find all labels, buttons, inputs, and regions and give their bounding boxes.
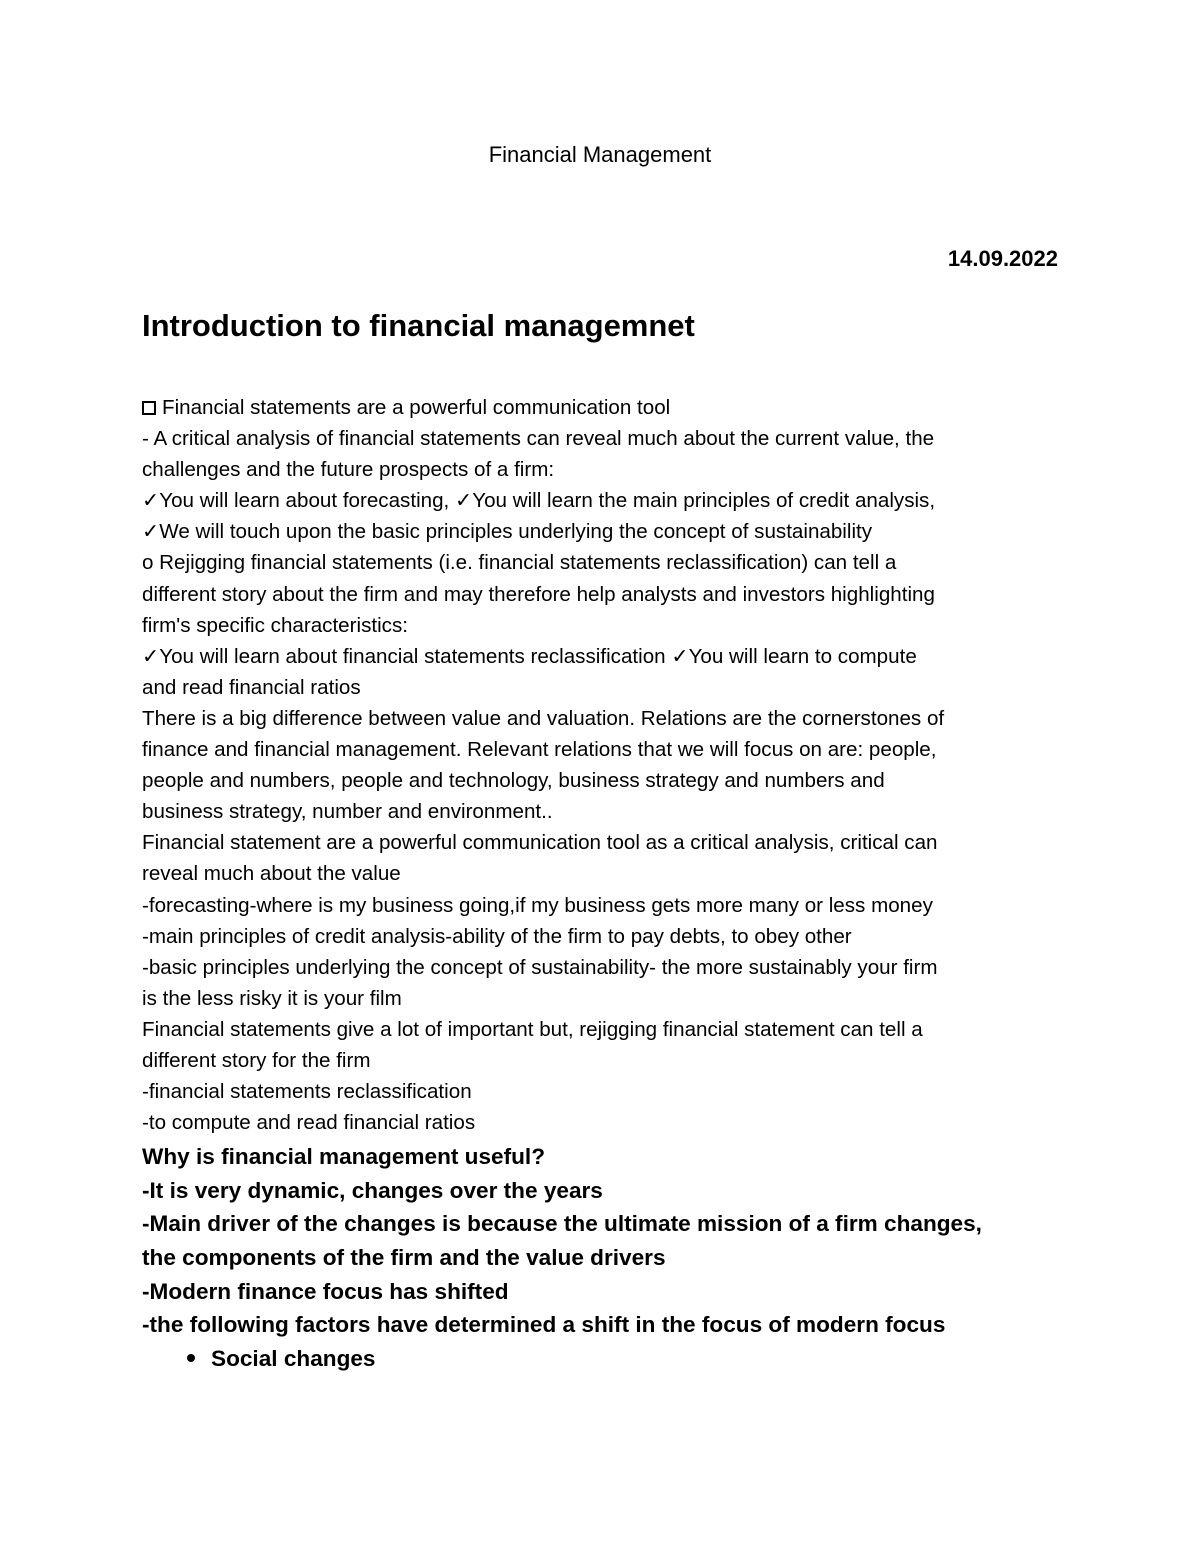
body-line: o Rejigging financial statements (i.e. financial statements reclassification) can tell a <box>142 551 897 575</box>
body-line: Financial statement are a powerful communication tool as a critical analysis, critical can <box>142 831 938 855</box>
body-line: finance and financial management. Relevant relations that we will focus on are: people, <box>142 738 937 762</box>
body-line: reveal much about the value <box>142 862 401 886</box>
bold-section <box>142 1140 1067 1376</box>
document-title: Financial Management <box>488 142 712 167</box>
body-line: -to compute and read financial ratios <box>142 1111 476 1135</box>
body-line: Financial statements are a powerful communication tool <box>142 392 1067 423</box>
body-line: people and numbers, people and technology, business strategy and numbers and <box>142 769 885 793</box>
body-line: Financial statements give a lot of important but, rejigging financial statement can tell a <box>142 1017 923 1041</box>
body-line: different story for the firm <box>142 1048 371 1072</box>
body-line: ✓You will learn about forecasting, ✓You will learn the main principles of credit analysis, <box>142 489 936 513</box>
bold-line: the components of the firm and the value drivers <box>142 1245 666 1271</box>
body-line: and read financial ratios <box>142 675 361 699</box>
body-line: ✓You will learn about financial statements reclassification ✓You will learn to compute <box>142 644 917 668</box>
bullet-icon <box>187 1354 195 1362</box>
bullet-item <box>142 1342 1067 1376</box>
bullet-text: Social changes <box>211 1346 376 1372</box>
body-line: - A critical analysis of financial statements can reveal much about the current value, the <box>142 427 935 451</box>
body-line: -forecasting-where is my business going,if my business gets more many or less money <box>142 893 933 917</box>
document-date: 14.09.2022 <box>947 246 1058 271</box>
section-heading: Introduction to financial managemnet <box>142 308 695 343</box>
body-line: There is a big difference between value and valuation. Relations are the cornerstones of <box>142 706 945 730</box>
body-line: challenges and the future prospects of a firm: <box>142 458 555 482</box>
body-line: firm's specific characteristics: <box>142 613 408 637</box>
body-line: ✓We will touch upon the basic principles underlying the concept of sustainability <box>142 520 873 544</box>
body-text <box>142 392 1067 1138</box>
bold-line: -the following factors have determined a shift in the focus of modern focus <box>142 1312 946 1338</box>
checkbox-icon <box>142 401 156 415</box>
body-line: -financial statements reclassification <box>142 1080 472 1104</box>
bold-line: -Main driver of the changes is because the ultimate mission of a firm changes, <box>142 1211 982 1237</box>
body-line: -basic principles underlying the concept of sustainability- the more sustainably your firm <box>142 955 938 979</box>
bold-line: -Modern finance focus has shifted <box>142 1278 509 1304</box>
body-line: different story about the firm and may therefore help analysts and investors highlighting <box>142 582 935 606</box>
body-line: -main principles of credit analysis-ability of the firm to pay debts, to obey other <box>142 924 852 948</box>
bold-line: Why is financial management useful? <box>142 1144 546 1169</box>
body-line: is the less risky it is your film <box>142 986 402 1010</box>
bold-line: -It is very dynamic, changes over the years <box>142 1177 603 1203</box>
body-line: business strategy, number and environment.. <box>142 800 553 824</box>
